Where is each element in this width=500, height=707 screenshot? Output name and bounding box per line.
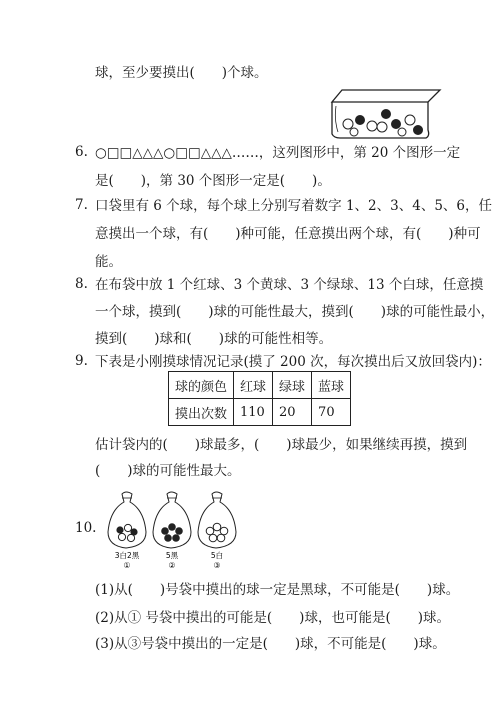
- q8-line3: 摸到( )球和( )球的可能性相等。: [95, 331, 333, 347]
- table-header-cell: 红球: [234, 372, 273, 399]
- q10-sub3: (3)从③号袋中摸出的一定是( )球，不可能是( )球。: [95, 636, 446, 652]
- bag-3: [198, 492, 236, 548]
- ball-box-illustration: [330, 84, 442, 142]
- table-header-cell: 球的颜色: [169, 372, 234, 399]
- bag-1-index: ①: [123, 561, 131, 570]
- q6-number: 6.: [75, 144, 88, 160]
- q8-line1: 在布袋中放 1 个红球、3 个黄球、3 个绿球、13 个白球，任意摸: [95, 277, 484, 293]
- bag-2-index: ②: [168, 561, 176, 570]
- table-cell: 20: [273, 399, 312, 426]
- table-header-cell: 蓝球: [312, 372, 351, 399]
- q9-line2: 估计袋内的( )球最多，( )球最少，如果继续再摸，摸到: [95, 437, 468, 453]
- bag-3-caption: 5白: [210, 551, 224, 560]
- table-cell: 摸出次数: [169, 399, 234, 426]
- three-bags-illustration: [100, 488, 250, 572]
- table-header-cell: 绿球: [273, 372, 312, 399]
- q10-sub2: (2)从① 号袋中摸出的可能是( )球，也可能是( )球。: [95, 610, 450, 626]
- q6-line1: ○□□△△△○□□△△△……，这列图形中，第 20 个图形一定: [95, 145, 461, 161]
- table-cell: 110: [234, 399, 273, 426]
- q8-number: 8.: [75, 276, 88, 292]
- q9-number: 9.: [75, 353, 88, 369]
- q9-line1: 下表是小刚摸球情况记录(摸了 200 次，每次摸出后又放回袋内)：: [95, 354, 491, 370]
- bag-1-caption: 3白2黑: [114, 551, 140, 560]
- q7-number: 7.: [75, 197, 88, 213]
- q7-line2: 意摸出一个球，有( )种可能，任意摸出两个球，有( )种可: [95, 226, 481, 242]
- bag-3-index: ③: [213, 561, 221, 570]
- bag-2: [153, 492, 191, 548]
- table-header-row: [169, 372, 351, 399]
- table-row: [169, 399, 351, 426]
- q8-line2: 一个球，摸到( )球的可能性最大，摸到( )球的可能性最小，: [95, 304, 495, 320]
- bag-2-caption: 5黑: [165, 551, 179, 560]
- q5-tail: 球，至少要摸出( )个球。: [95, 65, 268, 81]
- q7-line3: 能。: [95, 254, 122, 270]
- table-cell: 70: [312, 399, 351, 426]
- q6-line2: 是( )，第 30 个图形一定是( )。: [95, 173, 331, 189]
- bag-1: [108, 492, 146, 548]
- q10-sub1: (1)从( )号袋中摸出的球一定是黑球，不可能是( )球。: [95, 582, 460, 598]
- record-table: [168, 371, 351, 426]
- q7-line1: 口袋里有 6 个球，每个球上分别写着数字 1、2、3、4、5、6，任: [95, 198, 492, 214]
- q9-line3: ( )球的可能性最大。: [95, 463, 241, 479]
- q10-number: 10.: [75, 520, 97, 536]
